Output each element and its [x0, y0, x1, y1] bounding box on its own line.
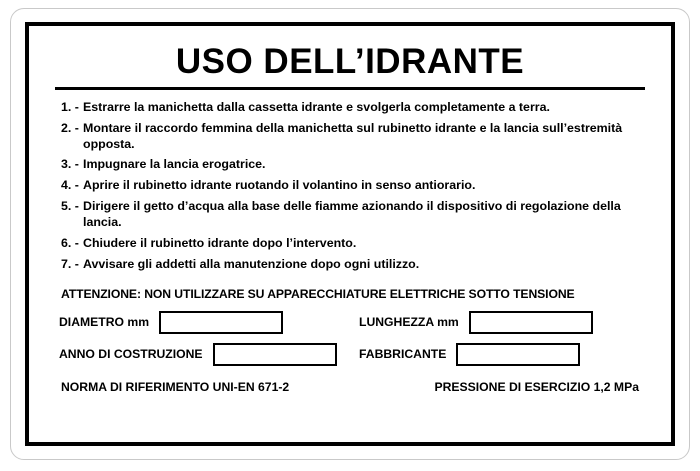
list-item: [53, 236, 647, 252]
field-lunghezza: [341, 311, 641, 334]
step-number: 3. -: [61, 157, 79, 172]
step-text: Impugnare la lancia erogatrice.: [83, 157, 266, 172]
sign-border: [25, 22, 675, 446]
step-text: Aprire il rubinetto idrante ruotando il volantino in senso antiorario.: [83, 178, 476, 193]
step-text: Dirigere il getto d’acqua alla base delle fiamme azionando il dispositivo di regolazione della lancia.: [83, 199, 621, 229]
list-item: [53, 121, 647, 153]
page-title: USO DELL’IDRANTE: [175, 42, 525, 81]
field-row: [59, 311, 641, 334]
field-fabbricante: [341, 343, 641, 366]
field-input-diametro[interactable]: [159, 311, 283, 334]
list-item: [53, 178, 647, 194]
list-item: [53, 157, 647, 173]
footer: [61, 380, 639, 394]
field-input-fabbricante[interactable]: [456, 343, 580, 366]
warning-text: ATTENZIONE: NON UTILIZZARE SU APPARECCHIATURE ELETTRICHE SOTTO TENSIONE: [61, 286, 575, 301]
title-divider: [55, 87, 645, 90]
field-label-anno: ANNO DI COSTRUZIONE: [59, 347, 203, 362]
field-input-anno[interactable]: [213, 343, 337, 366]
list-item: [53, 100, 647, 116]
step-number: 2. -: [61, 120, 79, 135]
step-text: Estrarre la manichetta dalla cassetta idrante e svolgerla completamente a terra.: [83, 99, 550, 114]
step-number: 1. -: [61, 99, 79, 114]
list-item: [53, 199, 647, 231]
field-group: [59, 311, 641, 366]
instruction-list: [53, 100, 647, 273]
step-number: 5. -: [61, 199, 79, 214]
field-label-fabbricante: FABBRICANTE: [359, 347, 447, 362]
field-input-lunghezza[interactable]: [469, 311, 593, 334]
step-number: 7. -: [61, 256, 79, 271]
footer-pressione: PRESSIONE DI ESERCIZIO 1,2 MPa: [434, 379, 639, 394]
field-row: [59, 343, 641, 366]
field-label-lunghezza: LUNGHEZZA mm: [359, 315, 459, 330]
list-item: [53, 257, 647, 273]
step-text: Avvisare gli addetti alla manutenzione dopo ogni utilizzo.: [83, 256, 420, 271]
field-label-diametro: DIAMETRO mm: [59, 315, 150, 330]
field-anno-costruzione: [59, 343, 341, 366]
step-number: 6. -: [61, 235, 79, 250]
footer-norma: NORMA DI RIFERIMENTO UNI-EN 671-2: [61, 379, 290, 394]
field-diametro: [59, 311, 341, 334]
step-text: Montare il raccordo femmina della manichetta sul rubinetto idrante e la lancia sull’estremità opposta.: [83, 120, 623, 151]
step-text: Chiudere il rubinetto idrante dopo l’intervento.: [83, 235, 357, 250]
sign-card: [10, 8, 690, 460]
step-number: 4. -: [61, 178, 79, 193]
sign-content: [29, 26, 671, 442]
